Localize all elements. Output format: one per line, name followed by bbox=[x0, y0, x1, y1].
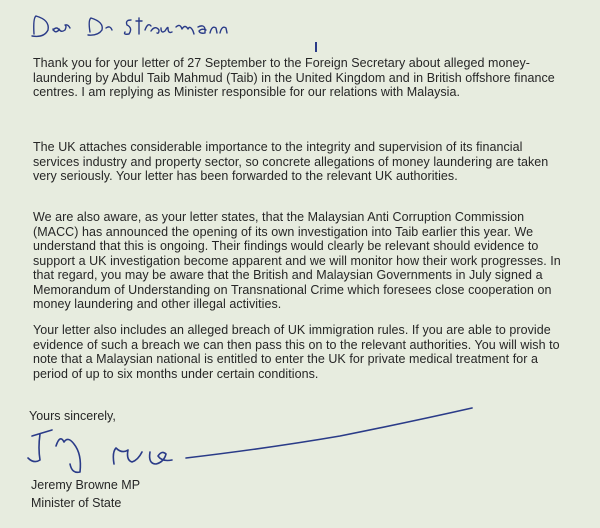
signer-name: Jeremy Browne MP bbox=[31, 478, 141, 492]
handwritten-salutation bbox=[28, 6, 278, 46]
letter-paragraph-2: The UK attaches considerable importance to the integrity and supervision of its financial services industry and property sector, so concrete allegations of money laundering are taken very seriously. Your letter has been forwarded to the relevant UK authorities. bbox=[33, 140, 549, 183]
letter-closing: Yours sincerely, bbox=[29, 409, 116, 423]
handwritten-signature bbox=[10, 398, 480, 478]
letter-paragraph-4: Your letter also includes an alleged breach of UK immigration rules. If you are able to provide evidence of such a breach we can then pass this on to the relevant authorities. You will wish to note that a Malaysian national is entitled to enter the UK for private medical treatment for a period of up to six months under certain conditions. bbox=[33, 323, 560, 381]
pen-mark bbox=[315, 42, 317, 52]
letter-paragraph-3: We are also aware, as your letter states, that the Malaysian Anti Corruption Commission (MACC) has announced the opening of its own investigation into Taib earlier this year. We understand that this is ongoing. Their findings would clearly be relevant should evidence to support a UK investigation become apparent and we will monitor how their work progresses. In that regard, you may be aware that the British and Malaysian Governments in July signed a Memorandum of Understanding on Transnational Crime which foresees close cooperation on money laundering and other illegal activities. bbox=[33, 210, 561, 311]
letter-paragraph-1: Thank you for your letter of 27 September to the Foreign Secretary about alleged money-laundering by Abdul Taib Mahmud (Taib) in the United Kingdom and in British offshore finance centres. I am replying as Minister responsible for our relations with Malaysia. bbox=[33, 56, 555, 99]
signer-title: Minister of State bbox=[31, 496, 122, 510]
